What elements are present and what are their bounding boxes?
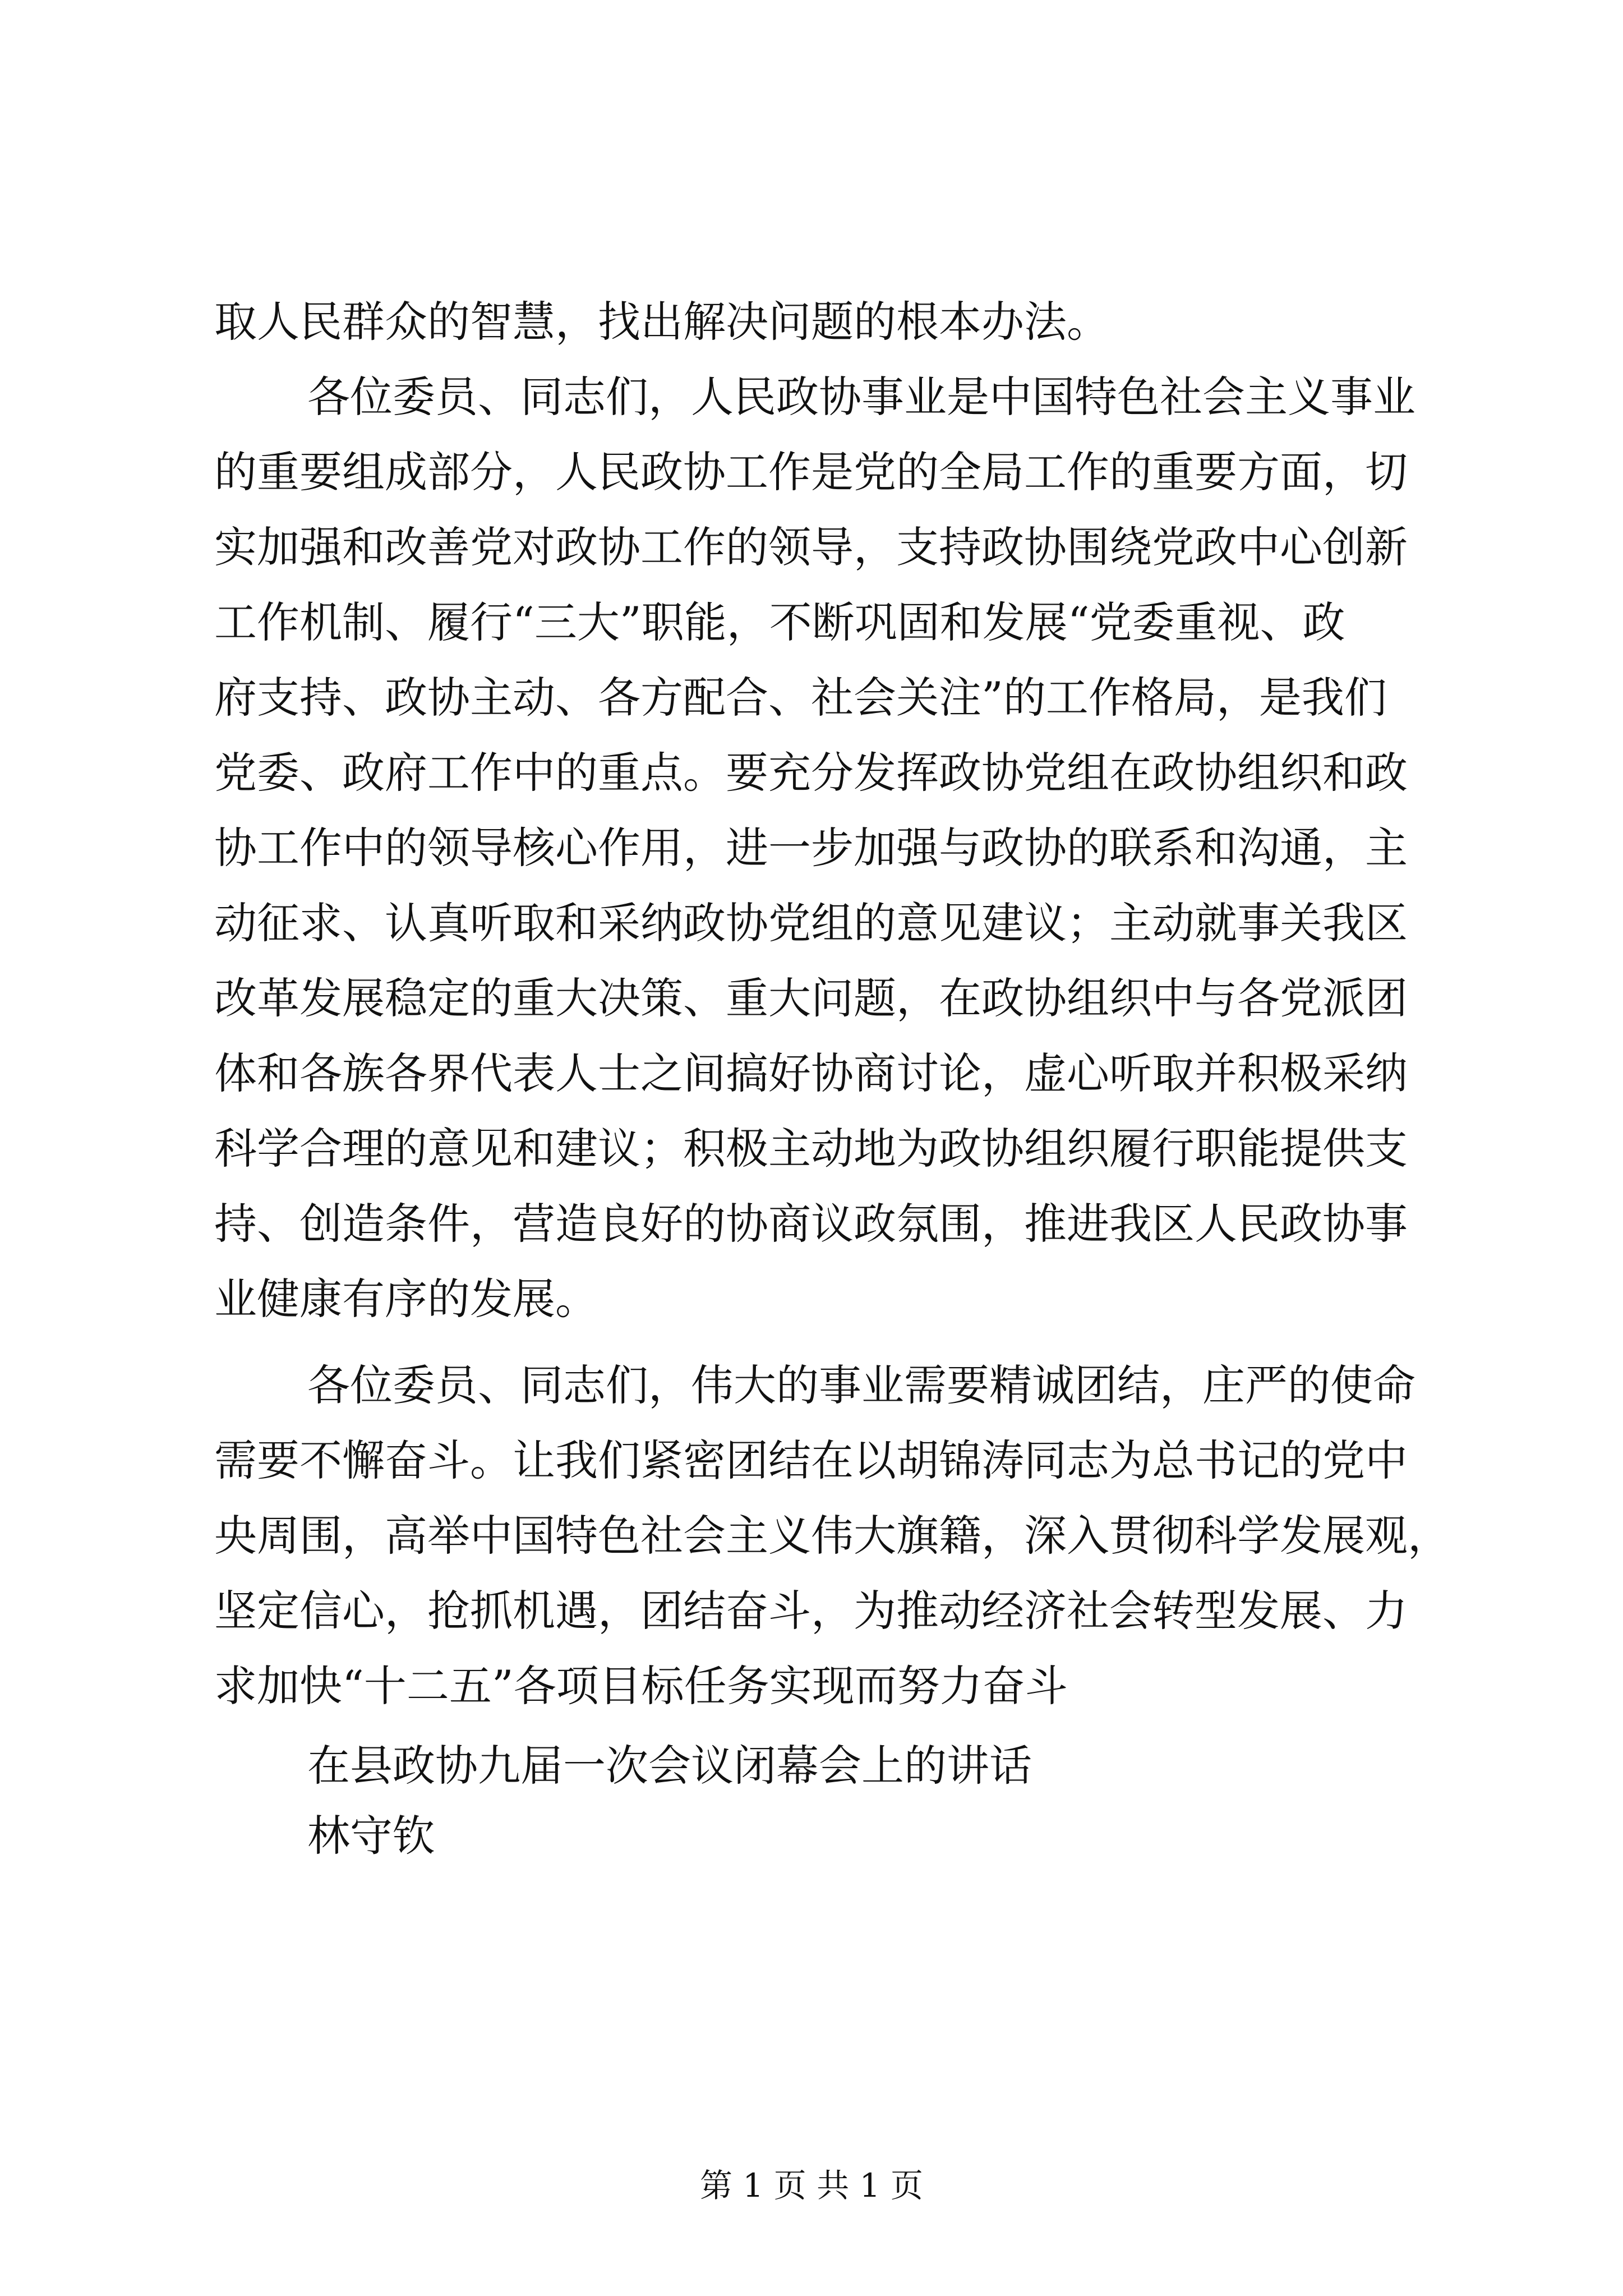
body-line-1: 取人民群众的智慧，找出解决问题的根本办法。 [214,297,1109,347]
body-line-14: 业健康有序的发展。 [214,1274,598,1324]
body-line-4: 实加强和改善党对政协工作的领导，支持政协围绕党政中心创新 [214,522,1408,572]
speaker-name: 林守钦 [307,1811,435,1861]
body-line-11: 体和各族各界代表人士之间搞好协商讨论，虚心听取并积极采纳 [214,1048,1408,1098]
body-line-18: 坚定信心，抢抓机遇，团结奋斗，为推动经济社会转型发展、力 [214,1586,1408,1636]
body-line-8: 协工作中的领导核心作用，进一步加强与政协的联系和沟通，主 [214,823,1408,873]
body-line-3: 的重要组成部分，人民政协工作是党的全局工作的重要方面，切 [214,447,1408,497]
body-line-10: 改革发展稳定的重大决策、重大问题，在政协组织中与各党派团 [214,973,1408,1023]
page-footer: 第 1 页 共 1 页 [700,2166,923,2205]
body-line-13: 持、创造条件，营造良好的协商议政氛围，推进我区人民政协事 [214,1199,1408,1249]
body-line-16: 需要不懈奋斗。让我们紧密团结在以胡锦涛同志为总书记的党中 [214,1435,1408,1485]
body-line-2: 各位委员、同志们，人民政协事业是中国特色社会主义事业 [307,372,1415,422]
body-line-6: 府支持、政协主动、各方配合、社会关注”的工作格局，是我们 [214,673,1387,723]
speech-title: 在县政协九届一次会议闭幕会上的讲话 [307,1741,1032,1791]
body-line-5: 工作机制、履行“三大”职能，不断巩固和发展“党委重视、政 [214,597,1345,647]
body-line-15: 各位委员、同志们，伟大的事业需要精诚团结，庄严的使命 [307,1360,1415,1410]
body-line-9: 动征求、认真听取和采纳政协党组的意见建议；主动就事关我区 [214,898,1408,948]
body-line-17: 央周围，高举中国特色社会主义伟大旗籍，深入贯彻科学发展观， [214,1511,1450,1561]
body-line-12: 科学合理的意见和建议；积极主动地为政协组织履行职能提供支 [214,1124,1408,1174]
body-line-19: 求加快“十二五”各项目标任务实现而努力奋斗 [214,1661,1068,1711]
body-line-7: 党委、政府工作中的重点。要充分发挥政协党组在政协组织和政 [214,748,1408,798]
